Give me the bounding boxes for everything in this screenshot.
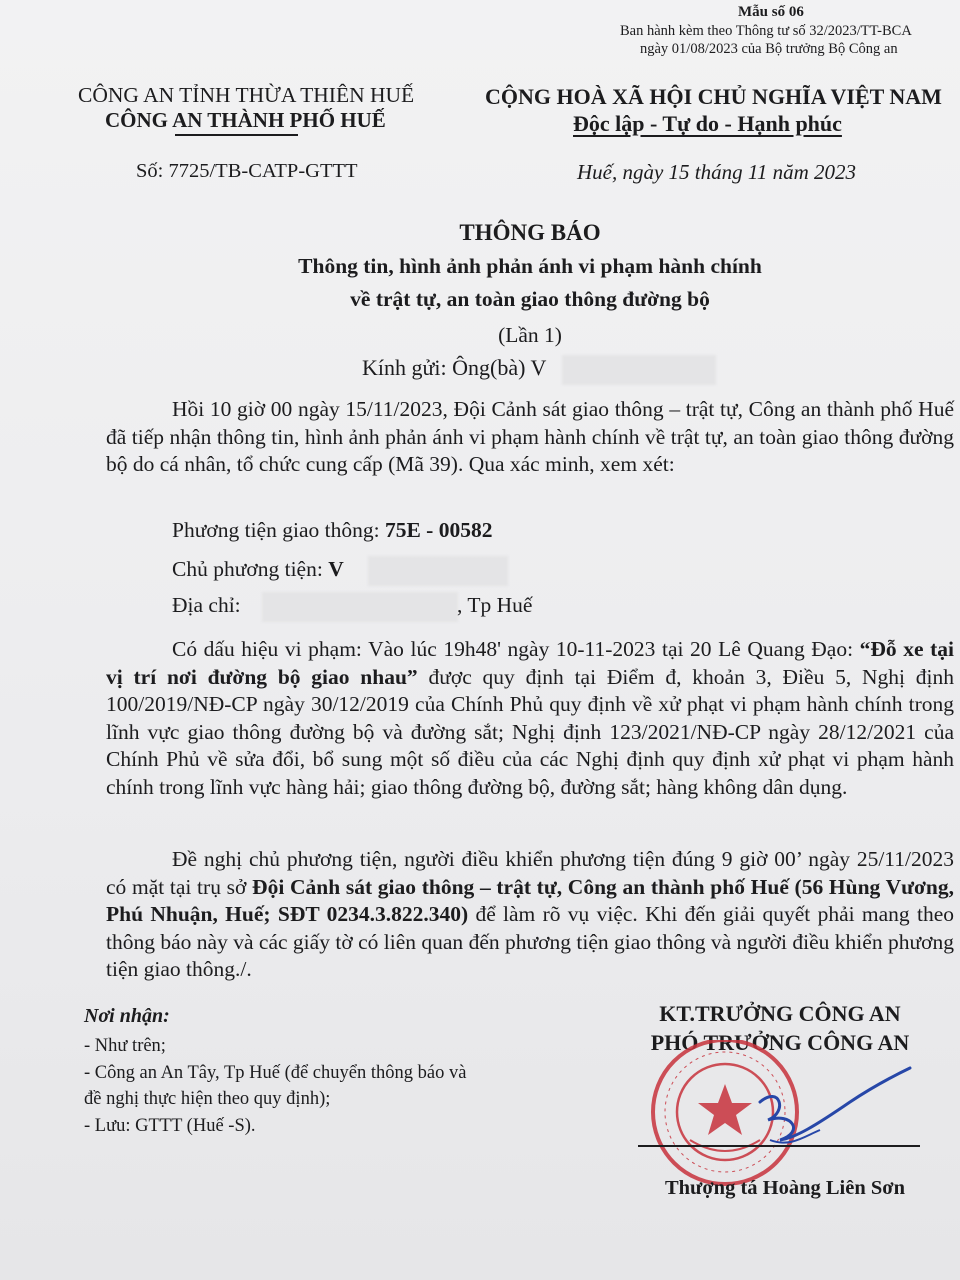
document-title: THÔNG BÁO	[459, 220, 601, 245]
recipients-title: Nơi nhận:	[84, 1005, 170, 1027]
handwritten-signature	[760, 1068, 910, 1140]
notice-occurrence: (Lần 1)	[498, 323, 562, 347]
document-number: Số: 7725/TB-CATP-GTTT	[136, 160, 358, 182]
violation-name: “Đỗ xe tại vị trí nơi đường bộ giao nhau”	[106, 637, 955, 689]
owner-line	[172, 557, 344, 582]
agency-parent: CÔNG AN TỈNH THỪA THIÊN HUẾ	[78, 83, 415, 107]
signature-title-2: PHÓ TRƯỞNG CÔNG AN	[650, 1030, 910, 1055]
official-stamp-and-signature	[620, 1040, 950, 1200]
request-paragraph: Đề nghị chủ phương tiện, người điều khiển phương tiện đúng 9 giờ 00’ ngày 25/11/2023 có mặt tại trụ sở Đội Cảnh sát giao thông – trật tự, Công an thành phố Huế (56 Hùng Vương, Phú Nhuận, Huế; SĐT 0234.3.822.340) để làm rõ vụ việc. Khi đến giải quyết phải mang theo thông báo này và các giấy tờ có liên quan đến phương tiện giao thông và người điều khiển phương tiện giao thông./.	[106, 847, 954, 981]
signer-name: Thượng tá Hoàng Liên Sơn	[664, 1177, 906, 1199]
document-subtitle-1: Thông tin, hình ảnh phản ánh vi phạm hành chính	[298, 254, 762, 278]
recipient-salutation: Kính gửi: Ông(bà) V	[362, 355, 547, 380]
address-label: Địa chỉ:	[172, 593, 241, 617]
agency-underline	[175, 134, 298, 136]
vehicle-label: Phương tiện giao thông:	[172, 518, 385, 542]
form-issued-line-1: Ban hành kèm theo Thông tư số 32/2023/TT-BCA	[620, 23, 912, 39]
violation-paragraph: Có dấu hiệu vi phạm: Vào lúc 19h48' ngày 10-11-2023 tại 20 Lê Quang Đạo: “Đỗ xe tại vị trí nơi đường bộ giao nhau” được quy định tại Điểm đ, khoản 3, Điều 5, Nghị định 100/2019/NĐ-CP ngày 30/12/2019 của Chính Phủ quy định về xử phạt vi phạm hành chính trong lĩnh vực giao thông đường bộ và đường sắt; Nghị định 123/2021/NĐ-CP ngày 28/12/2021 của Chính Phủ về sửa đổi, bổ sung một số điều của các Nghị định quy định xử phạt vi phạm hành chính trong lĩnh vực hàng hải; giao thông đường bộ, đường sắt; hàng không dân dụng.	[106, 637, 955, 799]
agency-name: CÔNG AN THÀNH PHỐ HUẾ	[105, 108, 386, 132]
recipient-item: - Công an An Tây, Tp Huế (để chuyển thông báo và	[84, 1062, 467, 1083]
recipient-item: - Như trên;	[84, 1036, 166, 1056]
signature-title-1: KT.TRƯỞNG CÔNG AN	[659, 1001, 901, 1026]
request-place: Đội Cảnh sát giao thông – trật tự, Công an thành phố Huế (56 Hùng Vương, Phú Nhuận, Huế; SĐT 0234.3.822.340)	[106, 874, 954, 926]
form-number: Mẫu số 06	[738, 4, 804, 20]
vehicle-plate: 75E - 00582	[384, 518, 493, 542]
recipients-list	[84, 1033, 554, 1139]
redacted-address	[262, 592, 458, 622]
place-date: Huế, ngày 15 tháng 11 năm 2023	[577, 160, 856, 184]
national-motto: Độc lập - Tự do - Hạnh phúc	[573, 111, 842, 136]
owner-label: Chủ phương tiện:	[172, 557, 329, 581]
official-seal	[653, 1040, 797, 1184]
recipient-item: đề nghị thực hiện theo quy định);	[84, 1089, 331, 1109]
address-city: , Tp Huế	[457, 593, 533, 617]
document-subtitle-2: về trật tự, an toàn giao thông đường bộ	[350, 287, 710, 311]
redacted-owner-name	[368, 556, 508, 586]
vehicle-line	[172, 518, 492, 543]
form-issued-line-2: ngày 01/08/2023 của Bộ trưởng Bộ Công an	[640, 41, 898, 57]
country-name: CỘNG HOÀ XÃ HỘI CHỦ NGHĨA VIỆT NAM	[485, 84, 942, 109]
owner-initial: V	[328, 557, 344, 581]
intro-paragraph: Hồi 10 giờ 00 ngày 15/11/2023, Đội Cảnh sát giao thông – trật tự, Công an thành phố Huế đã tiếp nhận thông tin, hình ảnh phản ánh vi phạm hành chính về trật tự, an toàn giao thông đường bộ do cá nhân, tổ chức cung cấp (Mã 39). Qua xác minh, xem xét:	[106, 397, 954, 476]
redacted-recipient-name	[562, 355, 716, 385]
recipient-item: - Lưu: GTTT (Huế -S).	[84, 1115, 256, 1136]
